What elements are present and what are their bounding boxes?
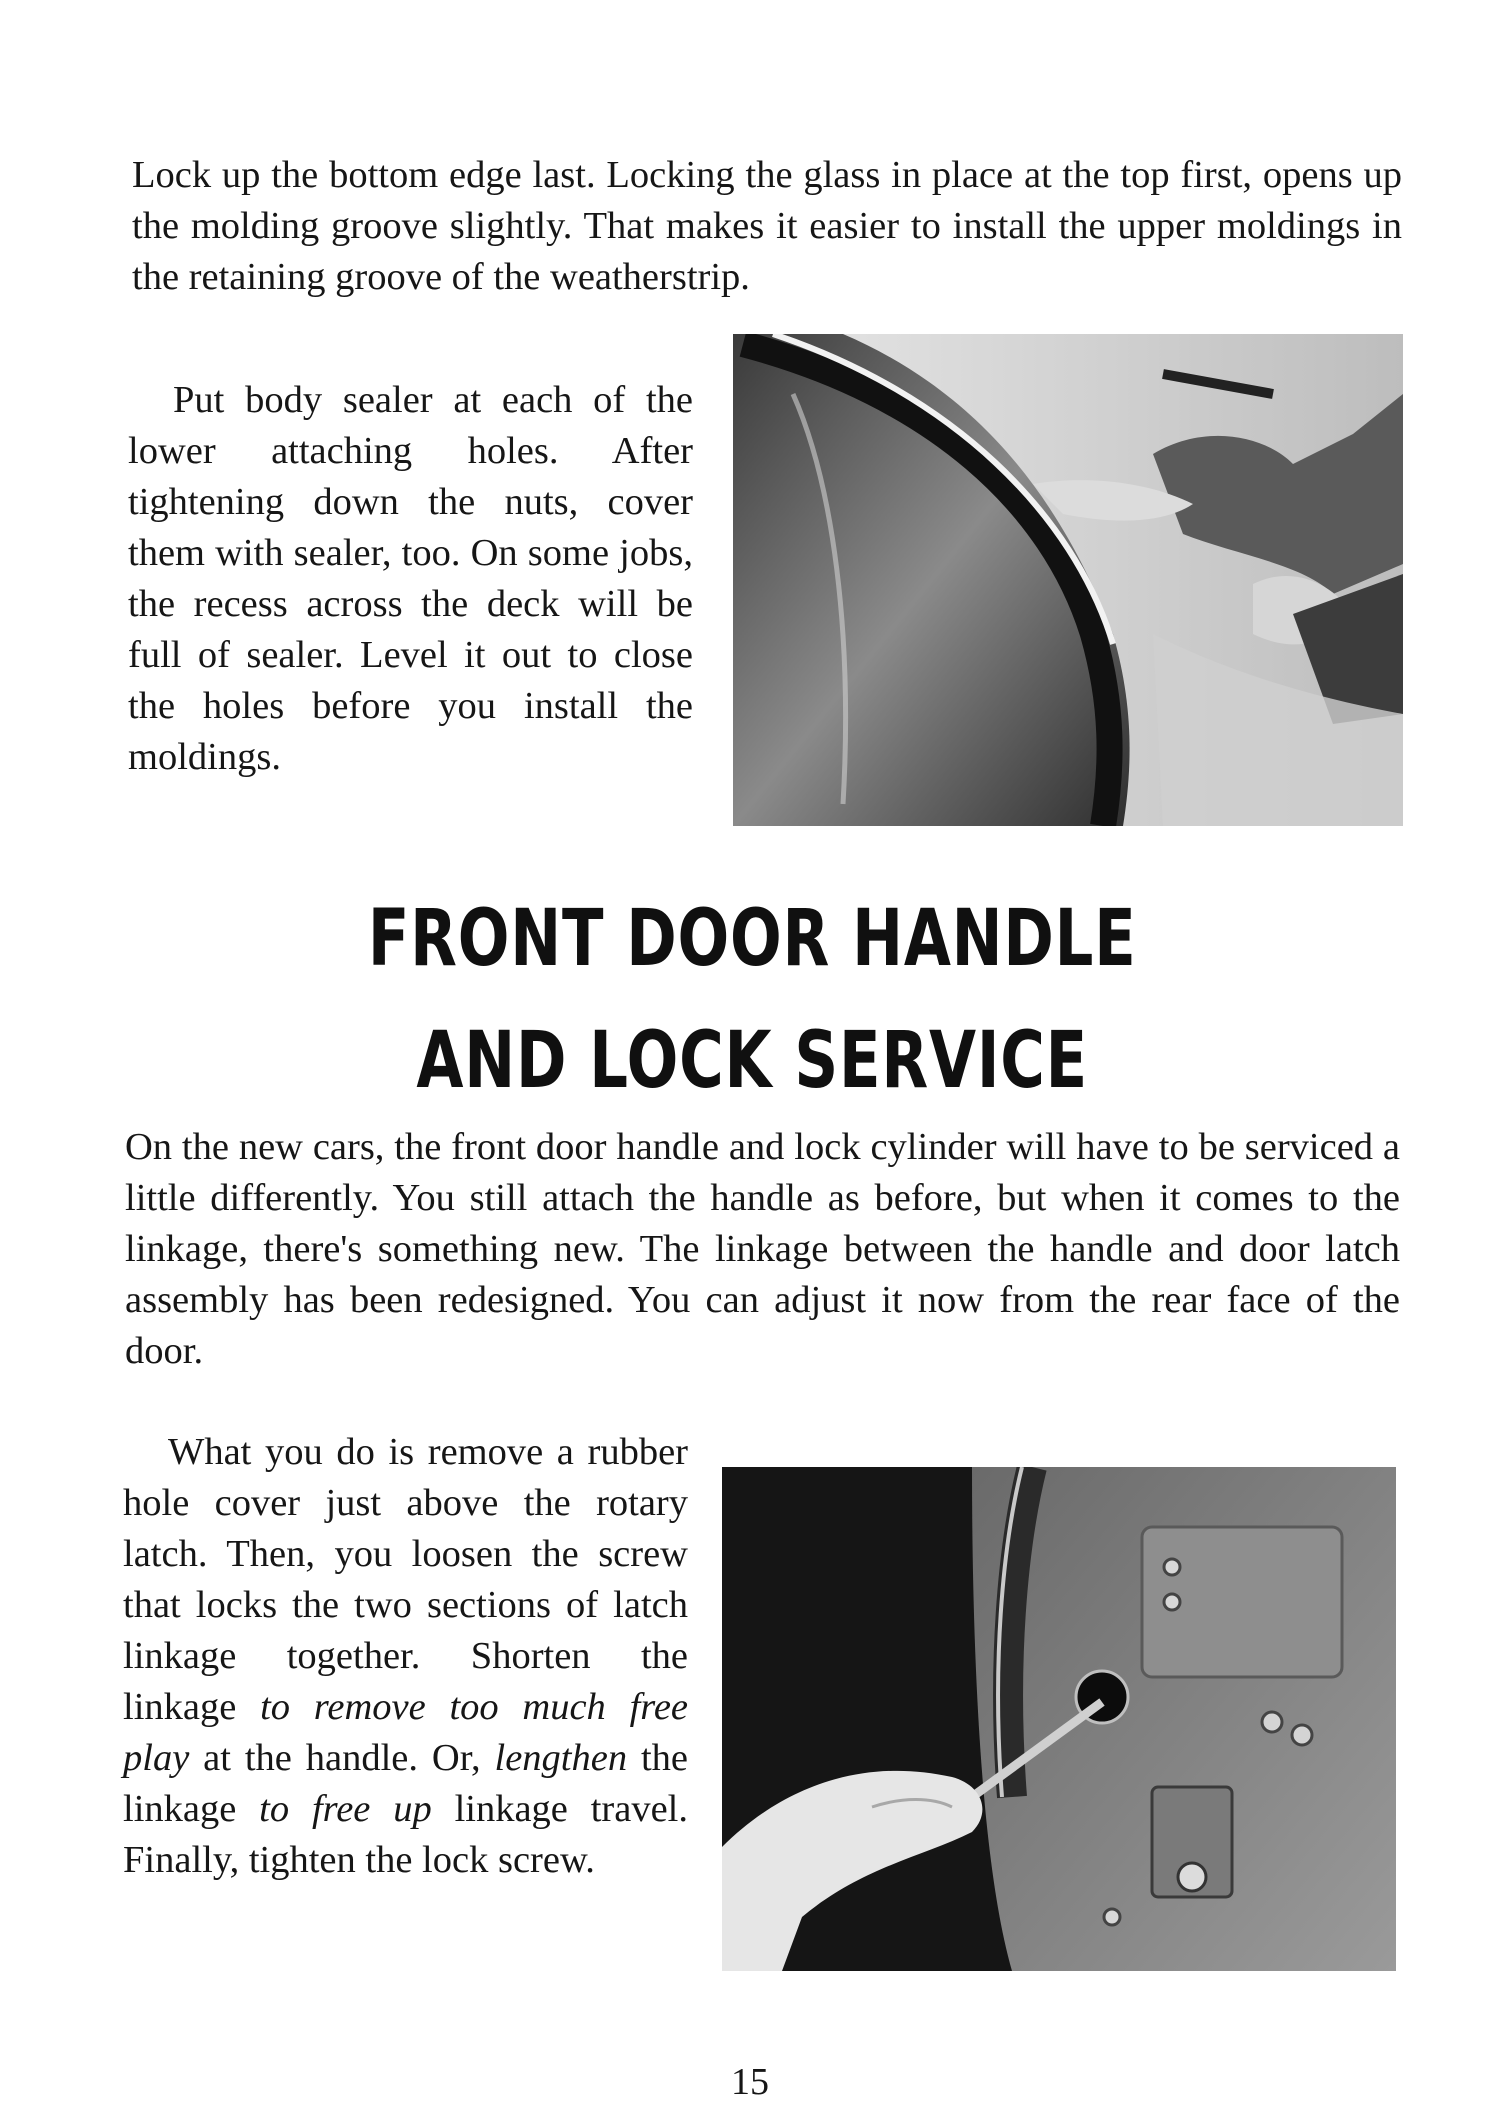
linkage-paragraph: On the new cars, the front door handle and lock cylinder will have to be serviced a little differently. You still attach the handle as before, but when it comes to the linkage, there's something new. The linkage between the handle and door latch assembly has been redesigned. You can adjust it now from the rear face of the door. — [125, 1126, 1400, 1372]
adjust-paragraph-part3: the linkage — [123, 1737, 688, 1830]
adjust-paragraph-part2: at the handle. Or, — [189, 1737, 495, 1779]
section-heading-line1: FRONT DOOR HANDLE — [367, 894, 1137, 984]
adjust-paragraph-part1: What you do is remove a rubber hole cover just above the rotary latch. Then, you loosen the screw that locks the two sections of latch linkage together. Shorten the linkage — [123, 1431, 688, 1728]
adjust-paragraph-italic1: to remove too much free play — [123, 1686, 688, 1779]
adjust-paragraph-italic3: to free up — [259, 1788, 432, 1830]
rear-window-molding-photo — [733, 334, 1403, 826]
door-latch-adjustment-photo — [722, 1467, 1396, 1971]
sealer-paragraph-text: Put body sealer at each of the lower attaching holes. After tightening down the nuts, cover them with sealer, too. On some jobs, the recess across the deck will be full of sealer. Level it out to close the holes before you install the moldings. — [128, 379, 693, 778]
section-heading-line2: AND LOCK SERVICE — [416, 1016, 1089, 1106]
adjust-paragraph-italic2: lengthen — [494, 1737, 628, 1779]
adjust-paragraph — [123, 1427, 688, 1886]
sealer-paragraph — [128, 375, 693, 783]
intro-paragraph: Lock up the bottom edge last. Locking the glass in place at the top first, opens up the molding groove slightly. That makes it easier to install the upper moldings in the retaining groove of the weatherstrip. — [132, 154, 1402, 298]
page-number: 15 — [731, 2061, 769, 2103]
adjust-paragraph-part4: linkage travel. Finally, tighten the lock screw. — [123, 1788, 689, 1881]
